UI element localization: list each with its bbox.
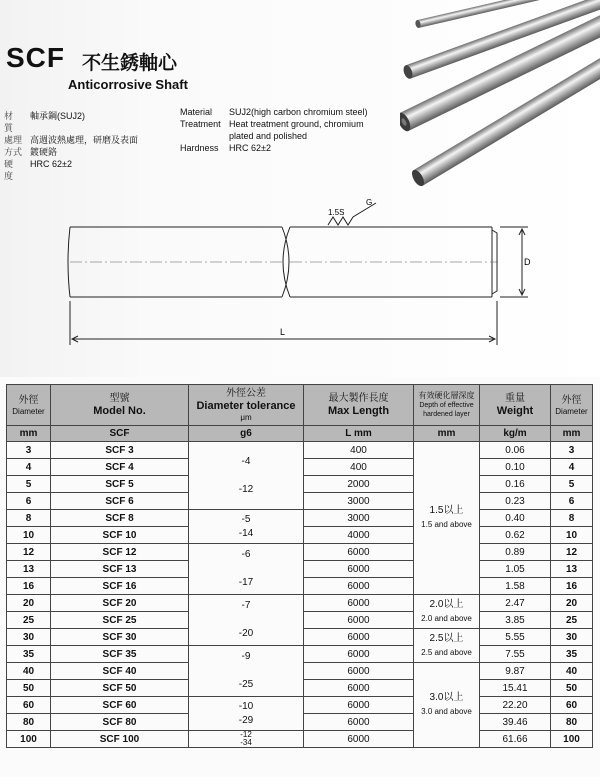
table-cell: 80 — [551, 714, 593, 731]
col-head-diameter-right: 外徑 Diameter — [551, 385, 593, 426]
dim-d-label: D — [524, 257, 531, 267]
table-cell: 6000 — [304, 714, 414, 731]
tolerance-group: -7 -20 — [189, 595, 304, 646]
table-cell: SCF 35 — [51, 646, 189, 663]
table-cell: 400 — [304, 459, 414, 476]
product-code: SCF — [6, 42, 65, 73]
table-cell: 12 — [7, 544, 51, 561]
table-cell: SCF 100 — [51, 731, 189, 748]
unit-model: SCF — [51, 426, 189, 442]
table-cell: SCF 10 — [51, 527, 189, 544]
table-cell: 3000 — [304, 510, 414, 527]
table-cell: 2.47 — [480, 595, 551, 612]
table-cell: 6000 — [304, 663, 414, 680]
table-cell: 10 — [551, 527, 593, 544]
table-row — [7, 731, 593, 748]
table-cell: 0.62 — [480, 527, 551, 544]
shaft-drawing — [40, 195, 540, 355]
table-cell: 1.58 — [480, 578, 551, 595]
tolerance-group: -5 -14 — [189, 510, 304, 544]
table-row — [7, 442, 593, 459]
col-head-weight: 重量 Weight — [480, 385, 551, 426]
table-cell: 0.16 — [480, 476, 551, 493]
unit-tolerance: g6 — [189, 426, 304, 442]
unit-length: L mm — [304, 426, 414, 442]
table-cell: 3 — [7, 442, 51, 459]
table-cell: 6000 — [304, 612, 414, 629]
table-cell: 6000 — [304, 544, 414, 561]
roughness-label: 1.5S — [328, 208, 345, 217]
unit-hardened: mm — [414, 426, 480, 442]
table-cell: 16 — [7, 578, 51, 595]
dim-l-label: L — [280, 327, 286, 337]
unit-weight: kg/m — [480, 426, 551, 442]
table-cell: 10 — [7, 527, 51, 544]
table-cell: 13 — [7, 561, 51, 578]
table-cell: SCF 6 — [51, 493, 189, 510]
tolerance-group: -4 -12 — [189, 442, 304, 510]
hardened-group: 1.5以上 1.5 and above — [414, 442, 480, 595]
table-cell: 9.87 — [480, 663, 551, 680]
table-cell: 0.40 — [480, 510, 551, 527]
tolerance-group: -9 -25 — [189, 646, 304, 697]
table-cell: SCF 13 — [51, 561, 189, 578]
table-cell: 3.85 — [480, 612, 551, 629]
table-cell: 35 — [551, 646, 593, 663]
table-cell: SCF 80 — [51, 714, 189, 731]
table-cell: SCF 3 — [51, 442, 189, 459]
table-cell: 2000 — [304, 476, 414, 493]
spec-table — [6, 384, 593, 748]
spec-treatment-en: Treatment Heat treatment ground, chromium plated and polished — [180, 119, 364, 141]
table-cell: 6000 — [304, 646, 414, 663]
table-row — [7, 510, 593, 527]
table-cell: 6000 — [304, 731, 414, 748]
table-cell: 6000 — [304, 561, 414, 578]
table-cell: 20 — [7, 595, 51, 612]
hardened-group: 2.0以上 2.0 and above — [414, 595, 480, 629]
table-cell: 5 — [551, 476, 593, 493]
table-row — [7, 544, 593, 561]
table-cell: SCF 8 — [51, 510, 189, 527]
tolerance-group: -10 -29 — [189, 697, 304, 731]
table-cell: 6000 — [304, 629, 414, 646]
table-cell: 4 — [7, 459, 51, 476]
table-cell: 16 — [551, 578, 593, 595]
table-cell: 20 — [551, 595, 593, 612]
table-cell: 30 — [7, 629, 51, 646]
tolerance-group: -6 -17 — [189, 544, 304, 595]
spec-hardness-en: Hardness HRC 62±2 — [180, 143, 271, 153]
unit-diameter-right: mm — [551, 426, 593, 442]
shaft-photo — [400, 0, 600, 195]
table-cell: 4 — [551, 459, 593, 476]
table-cell: 22.20 — [480, 697, 551, 714]
table-cell: 5.55 — [480, 629, 551, 646]
col-head-max-length: 最大製作長度 Max Length — [304, 385, 414, 426]
table-cell: 30 — [551, 629, 593, 646]
col-head-tolerance: 外徑公差 Diameter tolerance μm — [189, 385, 304, 426]
table-cell: 80 — [7, 714, 51, 731]
product-title-cn: 不生銹軸心 — [82, 53, 178, 74]
table-cell: 3 — [551, 442, 593, 459]
table-cell: 50 — [7, 680, 51, 697]
table-cell: 100 — [7, 731, 51, 748]
table-cell: 40 — [7, 663, 51, 680]
col-head-hardened-depth: 有效硬化層深度 Depth of effective hardened layer — [414, 385, 480, 426]
table-cell: 25 — [551, 612, 593, 629]
table-cell: 1.05 — [480, 561, 551, 578]
finish-mark-label: G — [366, 198, 373, 207]
hardened-group: 2.5以上 2.5 and above — [414, 629, 480, 663]
table-cell: 0.10 — [480, 459, 551, 476]
table-cell: SCF 30 — [51, 629, 189, 646]
specs-cn — [4, 110, 190, 182]
table-cell: 8 — [551, 510, 593, 527]
table-row — [7, 646, 593, 663]
table-cell: 12 — [551, 544, 593, 561]
tolerance-group: -12 -34 — [189, 731, 304, 748]
table-cell: 0.89 — [480, 544, 551, 561]
table-cell: 39.46 — [480, 714, 551, 731]
table-cell: 6000 — [304, 578, 414, 595]
spec-material-en: Material SUJ2(high carbon chromium steel) — [180, 107, 368, 117]
table-cell: 400 — [304, 442, 414, 459]
spec-treatment-cn: 處理方式 高週波熱處理，研磨及表面鍍硬鉻 — [4, 135, 139, 157]
table-cell: 60 — [7, 697, 51, 714]
table-cell: 6000 — [304, 697, 414, 714]
table-cell: SCF 40 — [51, 663, 189, 680]
table-cell: 0.23 — [480, 493, 551, 510]
table-cell: 8 — [7, 510, 51, 527]
table-cell: SCF 4 — [51, 459, 189, 476]
table-cell: 15.41 — [480, 680, 551, 697]
unit-diameter: mm — [7, 426, 51, 442]
table-cell: 40 — [551, 663, 593, 680]
table-cell: SCF 12 — [51, 544, 189, 561]
col-head-diameter: 外徑 Diameter — [7, 385, 51, 426]
table-cell: 4000 — [304, 527, 414, 544]
table-cell: 35 — [7, 646, 51, 663]
table-cell: SCF 50 — [51, 680, 189, 697]
table-cell: 5 — [7, 476, 51, 493]
table-cell: 0.06 — [480, 442, 551, 459]
table-cell: 6 — [551, 493, 593, 510]
col-head-model: 型號 Model No. — [51, 385, 189, 426]
hardened-group: 3.0以上 3.0 and above — [414, 663, 480, 748]
table-cell: 50 — [551, 680, 593, 697]
table-cell: 6000 — [304, 680, 414, 697]
table-cell: 61.66 — [480, 731, 551, 748]
table-row — [7, 595, 593, 612]
spec-material-cn: 材 質 軸承鋼(SUJ2) — [4, 111, 86, 133]
table-cell: SCF 5 — [51, 476, 189, 493]
table-row — [7, 697, 593, 714]
table-cell: SCF 25 — [51, 612, 189, 629]
table-cell: 7.55 — [480, 646, 551, 663]
table-cell: 3000 — [304, 493, 414, 510]
table-cell: 25 — [7, 612, 51, 629]
table-cell: SCF 20 — [51, 595, 189, 612]
table-cell: 6000 — [304, 595, 414, 612]
table-cell: 100 — [551, 731, 593, 748]
table-cell: SCF 60 — [51, 697, 189, 714]
table-cell: 60 — [551, 697, 593, 714]
table-cell: 6 — [7, 493, 51, 510]
spec-hardness-cn: 硬 度 HRC 62±2 — [4, 159, 72, 181]
product-title-en: Anticorrosive Shaft — [68, 77, 188, 92]
table-cell: SCF 16 — [51, 578, 189, 595]
table-cell: 13 — [551, 561, 593, 578]
